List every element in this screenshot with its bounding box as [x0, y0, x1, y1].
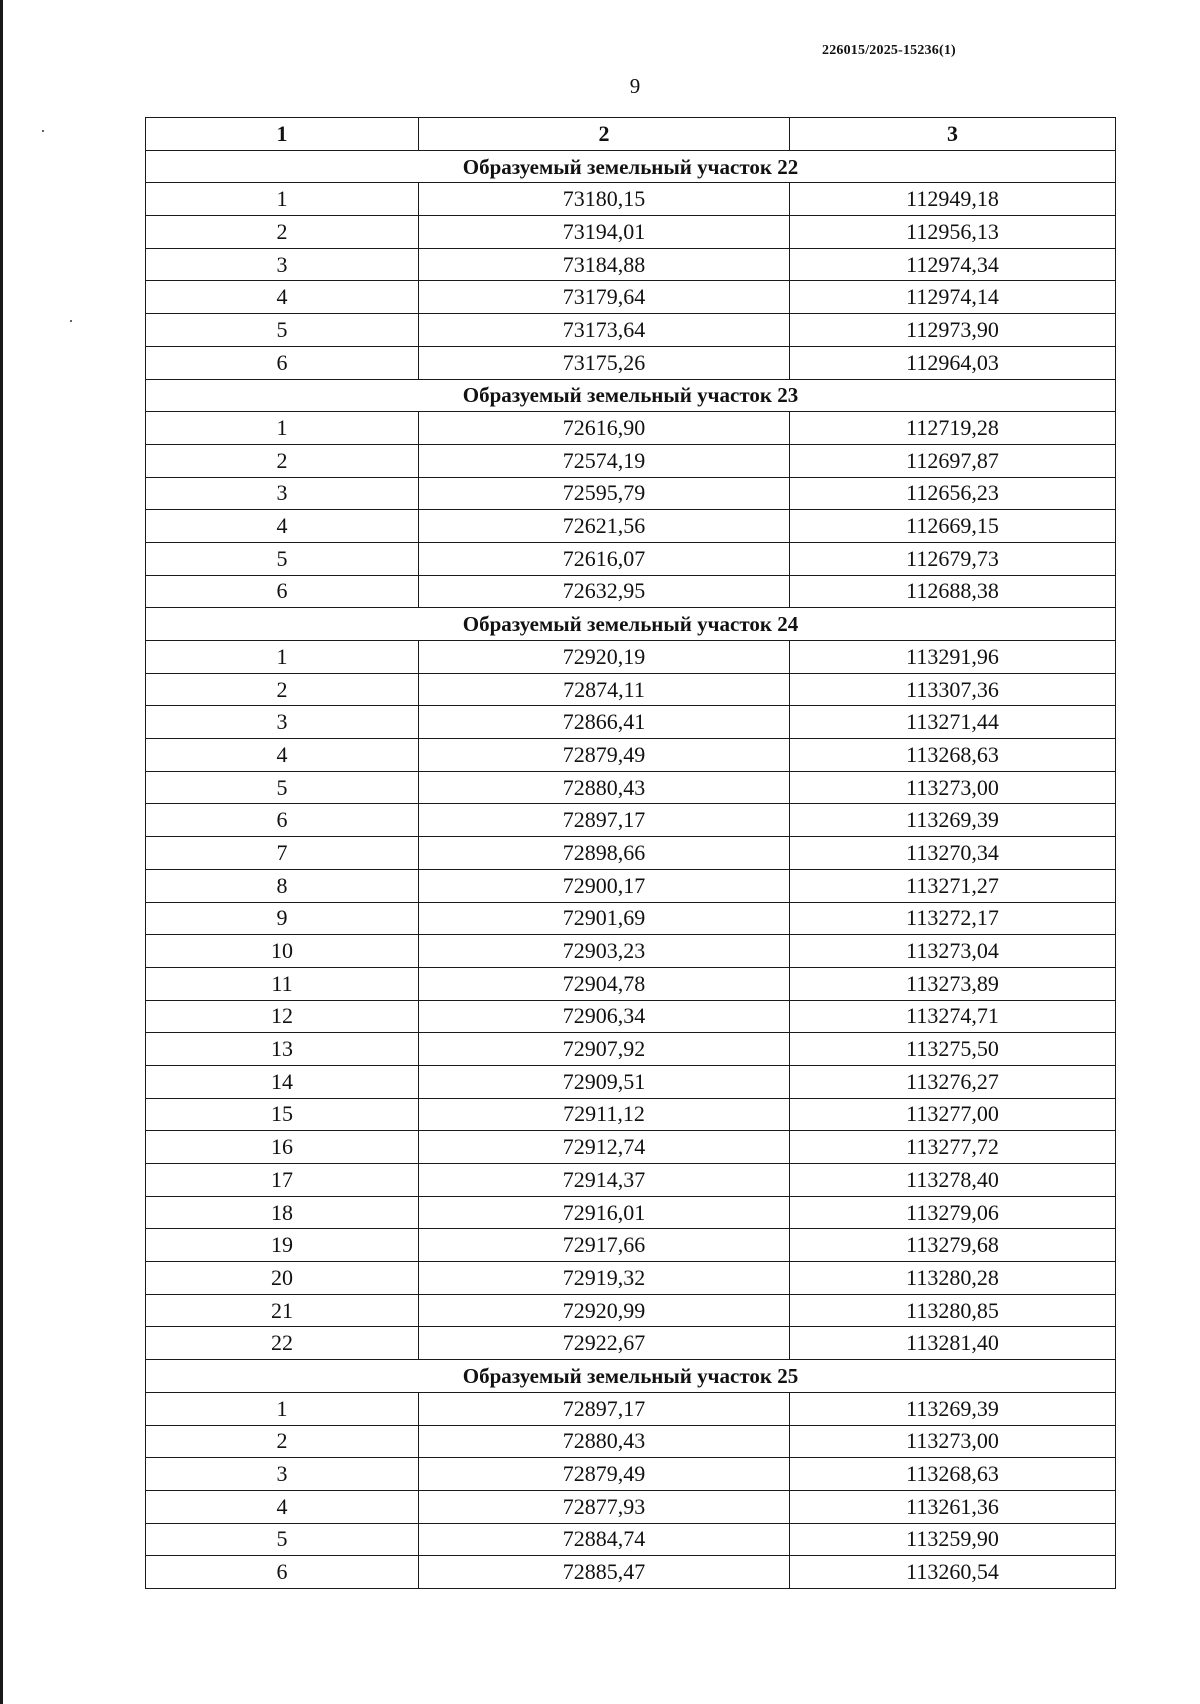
- point-number-cell: 2: [146, 673, 419, 706]
- y-coordinate-cell: 113270,34: [790, 837, 1116, 870]
- table-row: [146, 1294, 1116, 1327]
- point-number-cell: 3: [146, 477, 419, 510]
- point-number-cell: 5: [146, 1523, 419, 1556]
- x-coordinate-cell: 72879,49: [419, 739, 790, 772]
- table-row: [146, 1229, 1116, 1262]
- y-coordinate-cell: 113277,72: [790, 1131, 1116, 1164]
- table-row: [146, 869, 1116, 902]
- point-number-cell: 6: [146, 804, 419, 837]
- point-number-cell: 11: [146, 967, 419, 1000]
- point-number-cell: 10: [146, 935, 419, 968]
- y-coordinate-cell: 112964,03: [790, 346, 1116, 379]
- x-coordinate-cell: 73173,64: [419, 314, 790, 347]
- y-coordinate-cell: 113307,36: [790, 673, 1116, 706]
- scan-border: [0, 0, 3, 1704]
- x-coordinate-cell: 72880,43: [419, 771, 790, 804]
- table-row: [146, 1065, 1116, 1098]
- table-row: [146, 771, 1116, 804]
- table-row: [146, 902, 1116, 935]
- x-coordinate-cell: 72874,11: [419, 673, 790, 706]
- table-row: [146, 183, 1116, 216]
- point-number-cell: 4: [146, 739, 419, 772]
- table-row: [146, 314, 1116, 347]
- section-title: Образуемый земельный участок 23: [146, 379, 1116, 412]
- table-row: [146, 1196, 1116, 1229]
- table-row: [146, 1131, 1116, 1164]
- table-row: [146, 1556, 1116, 1589]
- y-coordinate-cell: 113272,17: [790, 902, 1116, 935]
- table-row: [146, 346, 1116, 379]
- table-row: [146, 575, 1116, 608]
- table-row: [146, 1392, 1116, 1425]
- table-row: [146, 1490, 1116, 1523]
- x-coordinate-cell: 72879,49: [419, 1458, 790, 1491]
- point-number-cell: 6: [146, 346, 419, 379]
- table-row: [146, 1523, 1116, 1556]
- x-coordinate-cell: 72897,17: [419, 804, 790, 837]
- table-row: [146, 248, 1116, 281]
- y-coordinate-cell: 112973,90: [790, 314, 1116, 347]
- y-coordinate-cell: 113279,68: [790, 1229, 1116, 1262]
- column-header: 1: [146, 118, 419, 151]
- point-number-cell: 16: [146, 1131, 419, 1164]
- x-coordinate-cell: 72916,01: [419, 1196, 790, 1229]
- table-row: [146, 1262, 1116, 1295]
- table-row: [146, 477, 1116, 510]
- section-row: [146, 150, 1116, 183]
- y-coordinate-cell: 112974,14: [790, 281, 1116, 314]
- y-coordinate-cell: 113261,36: [790, 1490, 1116, 1523]
- table-row: [146, 1458, 1116, 1491]
- point-number-cell: 4: [146, 281, 419, 314]
- point-number-cell: 20: [146, 1262, 419, 1295]
- x-coordinate-cell: 72616,90: [419, 412, 790, 445]
- x-coordinate-cell: 72885,47: [419, 1556, 790, 1589]
- x-coordinate-cell: 72922,67: [419, 1327, 790, 1360]
- point-number-cell: 3: [146, 248, 419, 281]
- x-coordinate-cell: 72574,19: [419, 444, 790, 477]
- x-coordinate-cell: 72919,32: [419, 1262, 790, 1295]
- x-coordinate-cell: 72901,69: [419, 902, 790, 935]
- x-coordinate-cell: 72866,41: [419, 706, 790, 739]
- table-row: [146, 510, 1116, 543]
- y-coordinate-cell: 113275,50: [790, 1033, 1116, 1066]
- x-coordinate-cell: 72616,07: [419, 542, 790, 575]
- y-coordinate-cell: 112719,28: [790, 412, 1116, 445]
- table-row: [146, 739, 1116, 772]
- point-number-cell: 18: [146, 1196, 419, 1229]
- x-coordinate-cell: 72898,66: [419, 837, 790, 870]
- section-title: Образуемый земельный участок 24: [146, 608, 1116, 641]
- point-number-cell: 15: [146, 1098, 419, 1131]
- table-row: [146, 837, 1116, 870]
- point-number-cell: 17: [146, 1164, 419, 1197]
- table-row: [146, 1098, 1116, 1131]
- x-coordinate-cell: 72884,74: [419, 1523, 790, 1556]
- x-coordinate-cell: 72920,99: [419, 1294, 790, 1327]
- y-coordinate-cell: 113281,40: [790, 1327, 1116, 1360]
- table-row: [146, 1164, 1116, 1197]
- section-row: [146, 608, 1116, 641]
- table-row: [146, 641, 1116, 674]
- x-coordinate-cell: 72909,51: [419, 1065, 790, 1098]
- table-row: [146, 706, 1116, 739]
- x-coordinate-cell: 72880,43: [419, 1425, 790, 1458]
- x-coordinate-cell: 72907,92: [419, 1033, 790, 1066]
- point-number-cell: 3: [146, 706, 419, 739]
- x-coordinate-cell: 72903,23: [419, 935, 790, 968]
- table-row: [146, 804, 1116, 837]
- x-coordinate-cell: 72877,93: [419, 1490, 790, 1523]
- section-row: [146, 379, 1116, 412]
- x-coordinate-cell: 73179,64: [419, 281, 790, 314]
- x-coordinate-cell: 72595,79: [419, 477, 790, 510]
- x-coordinate-cell: 72632,95: [419, 575, 790, 608]
- section-row: [146, 1360, 1116, 1393]
- point-number-cell: 1: [146, 641, 419, 674]
- point-number-cell: 5: [146, 542, 419, 575]
- scan-speck: [70, 320, 72, 322]
- coordinates-table: [145, 117, 1116, 1589]
- point-number-cell: 1: [146, 183, 419, 216]
- x-coordinate-cell: 72917,66: [419, 1229, 790, 1262]
- x-coordinate-cell: 72914,37: [419, 1164, 790, 1197]
- x-coordinate-cell: 72904,78: [419, 967, 790, 1000]
- y-coordinate-cell: 112679,73: [790, 542, 1116, 575]
- point-number-cell: 3: [146, 1458, 419, 1491]
- y-coordinate-cell: 113277,00: [790, 1098, 1116, 1131]
- y-coordinate-cell: 113279,06: [790, 1196, 1116, 1229]
- y-coordinate-cell: 113269,39: [790, 1392, 1116, 1425]
- y-coordinate-cell: 113280,28: [790, 1262, 1116, 1295]
- point-number-cell: 2: [146, 216, 419, 249]
- point-number-cell: 21: [146, 1294, 419, 1327]
- y-coordinate-cell: 112974,34: [790, 248, 1116, 281]
- y-coordinate-cell: 113269,39: [790, 804, 1116, 837]
- y-coordinate-cell: 113268,63: [790, 1458, 1116, 1491]
- y-coordinate-cell: 113271,44: [790, 706, 1116, 739]
- x-coordinate-cell: 73175,26: [419, 346, 790, 379]
- y-coordinate-cell: 113273,00: [790, 1425, 1116, 1458]
- table-row: [146, 935, 1116, 968]
- point-number-cell: 7: [146, 837, 419, 870]
- y-coordinate-cell: 113273,04: [790, 935, 1116, 968]
- table-row: [146, 412, 1116, 445]
- y-coordinate-cell: 112656,23: [790, 477, 1116, 510]
- point-number-cell: 14: [146, 1065, 419, 1098]
- y-coordinate-cell: 113268,63: [790, 739, 1116, 772]
- y-coordinate-cell: 112949,18: [790, 183, 1116, 216]
- x-coordinate-cell: 72900,17: [419, 869, 790, 902]
- point-number-cell: 5: [146, 314, 419, 347]
- y-coordinate-cell: 112956,13: [790, 216, 1116, 249]
- point-number-cell: 12: [146, 1000, 419, 1033]
- point-number-cell: 13: [146, 1033, 419, 1066]
- table-row: [146, 1425, 1116, 1458]
- y-coordinate-cell: 112669,15: [790, 510, 1116, 543]
- x-coordinate-cell: 72621,56: [419, 510, 790, 543]
- table-body: [146, 150, 1116, 1588]
- y-coordinate-cell: 112697,87: [790, 444, 1116, 477]
- table-row: [146, 967, 1116, 1000]
- table-row: [146, 1033, 1116, 1066]
- table-header-row: [146, 118, 1116, 151]
- point-number-cell: 9: [146, 902, 419, 935]
- y-coordinate-cell: 113259,90: [790, 1523, 1116, 1556]
- point-number-cell: 5: [146, 771, 419, 804]
- y-coordinate-cell: 113276,27: [790, 1065, 1116, 1098]
- point-number-cell: 4: [146, 1490, 419, 1523]
- x-coordinate-cell: 72906,34: [419, 1000, 790, 1033]
- y-coordinate-cell: 112688,38: [790, 575, 1116, 608]
- table-row: [146, 281, 1116, 314]
- table-row: [146, 542, 1116, 575]
- x-coordinate-cell: 72897,17: [419, 1392, 790, 1425]
- y-coordinate-cell: 113260,54: [790, 1556, 1116, 1589]
- x-coordinate-cell: 72912,74: [419, 1131, 790, 1164]
- y-coordinate-cell: 113273,89: [790, 967, 1116, 1000]
- y-coordinate-cell: 113280,85: [790, 1294, 1116, 1327]
- page-number: 9: [629, 74, 641, 98]
- document-number: 226015/2025-15236(1): [822, 43, 956, 58]
- table-row: [146, 673, 1116, 706]
- y-coordinate-cell: 113291,96: [790, 641, 1116, 674]
- point-number-cell: 1: [146, 412, 419, 445]
- section-title: Образуемый земельный участок 22: [146, 150, 1116, 183]
- y-coordinate-cell: 113274,71: [790, 1000, 1116, 1033]
- x-coordinate-cell: 72911,12: [419, 1098, 790, 1131]
- y-coordinate-cell: 113273,00: [790, 771, 1116, 804]
- y-coordinate-cell: 113271,27: [790, 869, 1116, 902]
- point-number-cell: 2: [146, 1425, 419, 1458]
- point-number-cell: 19: [146, 1229, 419, 1262]
- point-number-cell: 4: [146, 510, 419, 543]
- table-row: [146, 216, 1116, 249]
- x-coordinate-cell: 72920,19: [419, 641, 790, 674]
- x-coordinate-cell: 73194,01: [419, 216, 790, 249]
- point-number-cell: 22: [146, 1327, 419, 1360]
- point-number-cell: 6: [146, 575, 419, 608]
- point-number-cell: 1: [146, 1392, 419, 1425]
- scan-speck: [42, 130, 44, 132]
- table-row: [146, 444, 1116, 477]
- table-row: [146, 1000, 1116, 1033]
- x-coordinate-cell: 73180,15: [419, 183, 790, 216]
- point-number-cell: 6: [146, 1556, 419, 1589]
- column-header: 2: [419, 118, 790, 151]
- y-coordinate-cell: 113278,40: [790, 1164, 1116, 1197]
- point-number-cell: 2: [146, 444, 419, 477]
- point-number-cell: 8: [146, 869, 419, 902]
- section-title: Образуемый земельный участок 25: [146, 1360, 1116, 1393]
- x-coordinate-cell: 73184,88: [419, 248, 790, 281]
- column-header: 3: [790, 118, 1116, 151]
- table-row: [146, 1327, 1116, 1360]
